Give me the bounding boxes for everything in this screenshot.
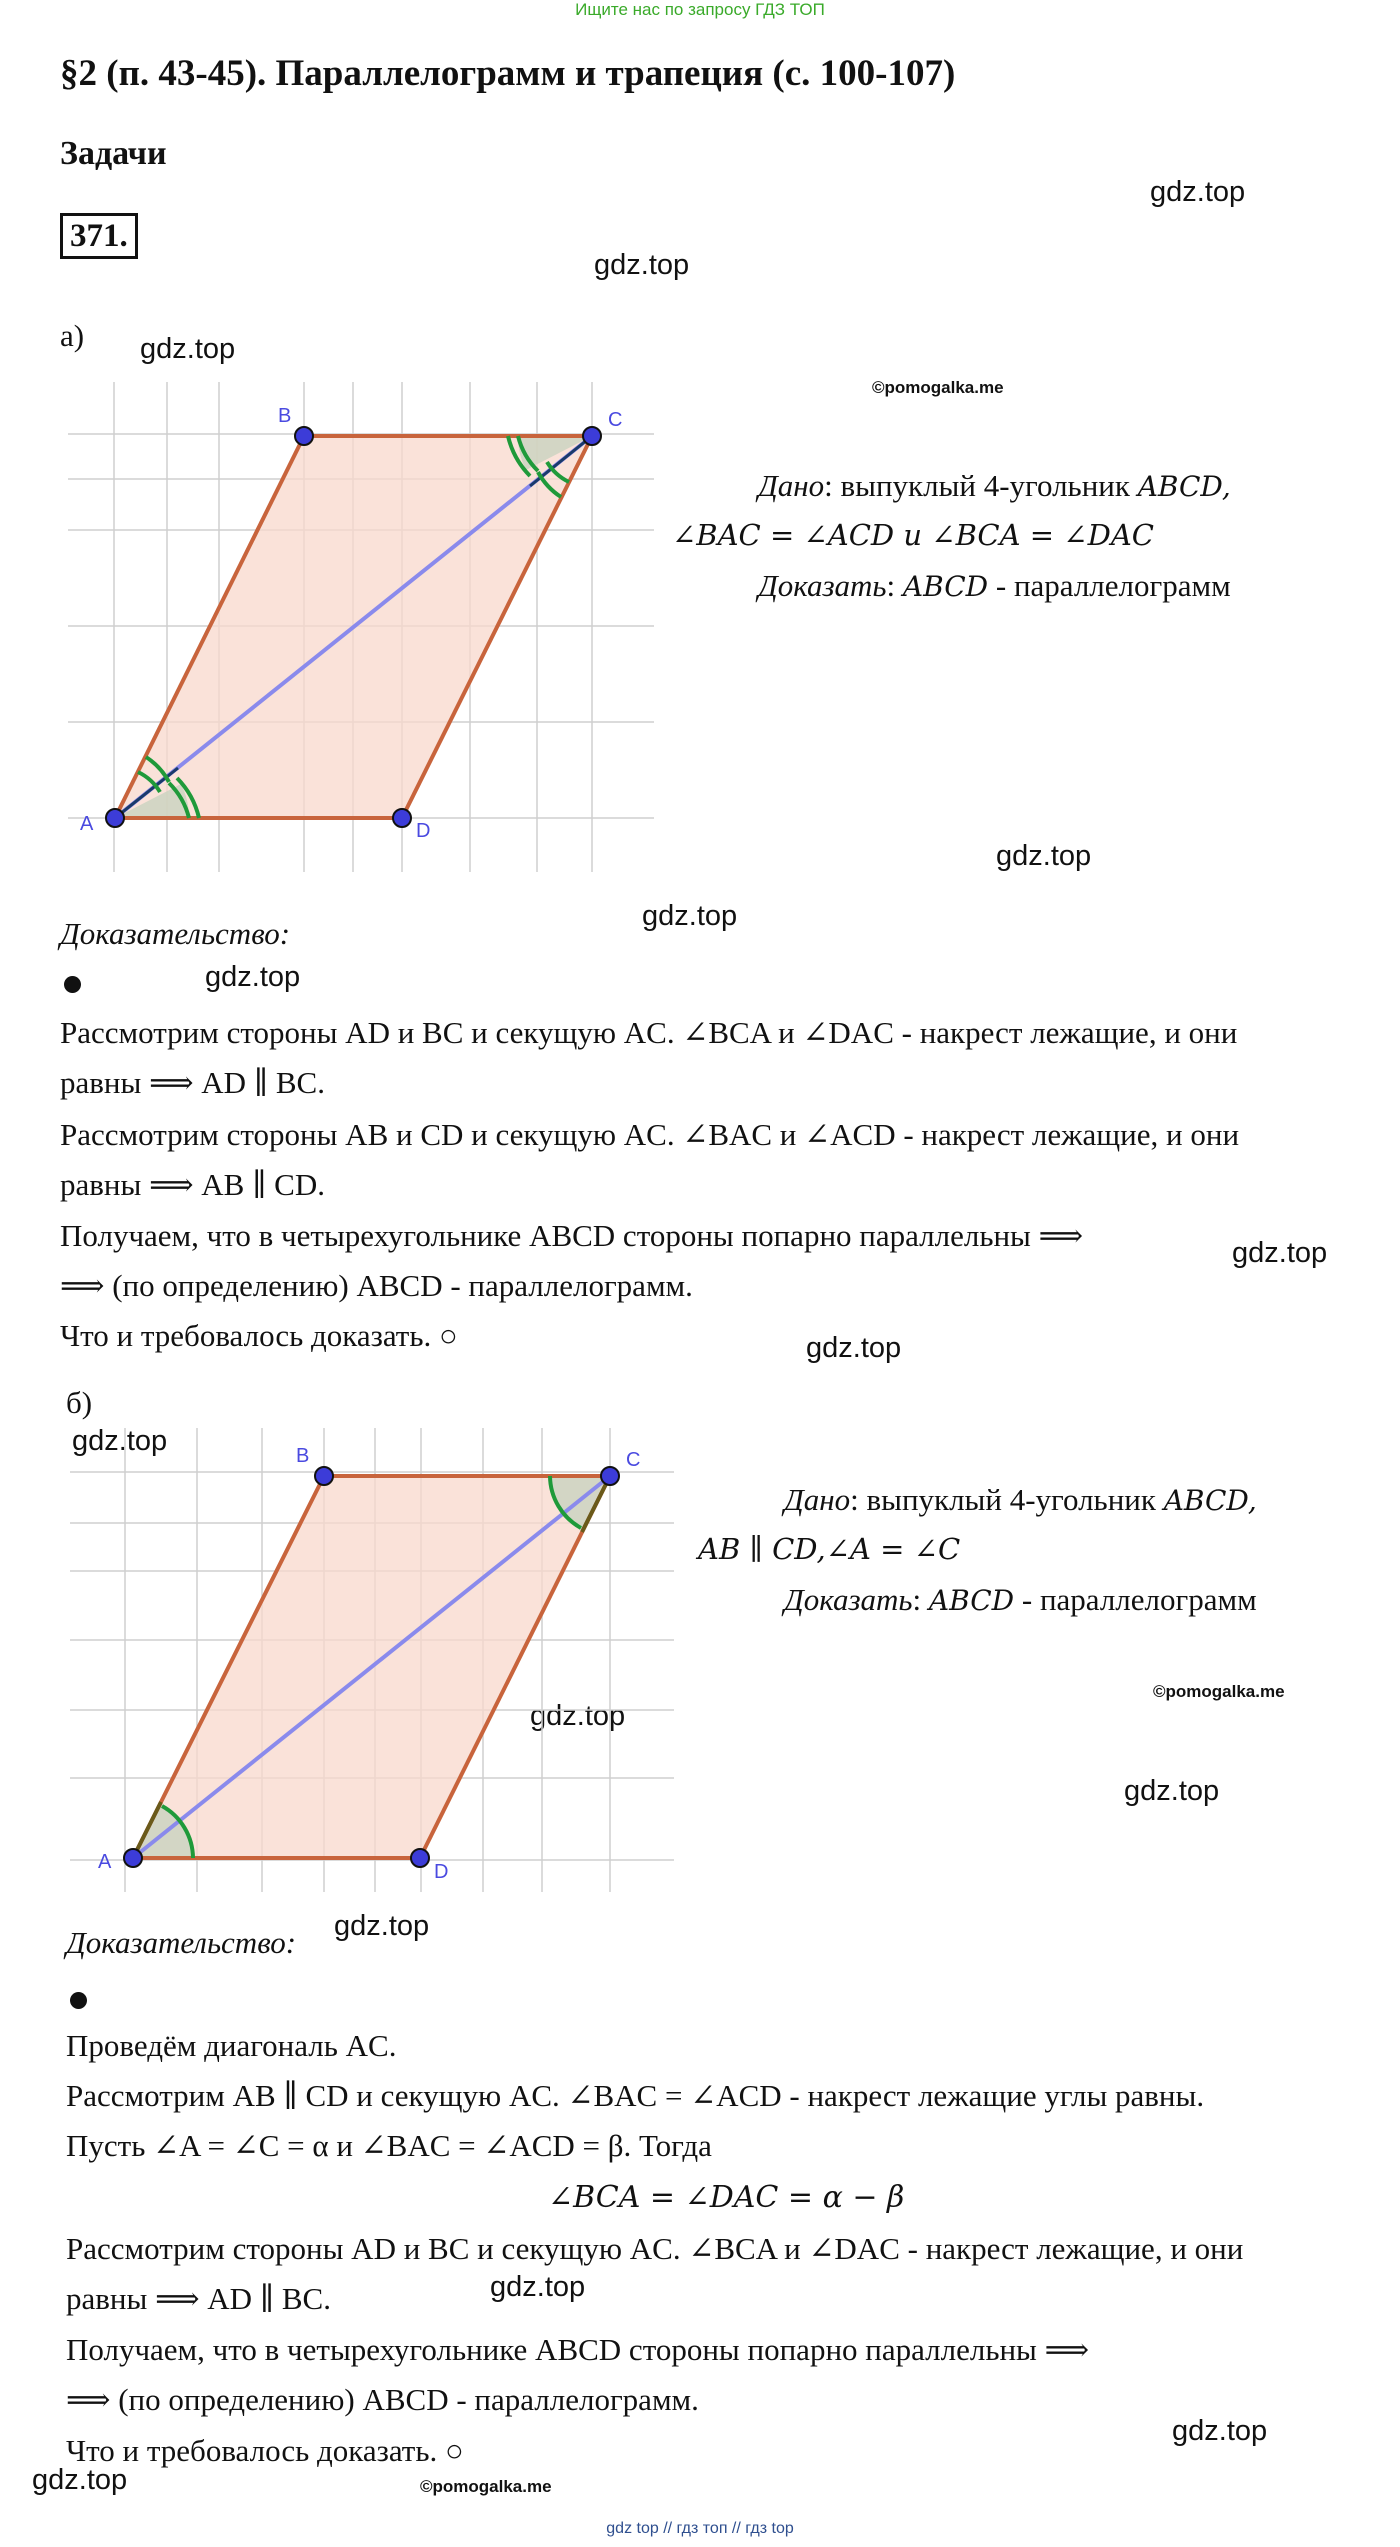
site-watermark: ©pomogalka.me (1153, 1682, 1285, 1701)
watermark: gdz.top (1232, 1237, 1328, 1269)
proof-a-line: равны ⟹ AB ∥ CD. (60, 1167, 325, 1202)
proof-a-line: ⟹ (по определению) ABCD - параллелограмм. (60, 1268, 693, 1303)
bullet (64, 976, 81, 993)
watermark: gdz.top (594, 249, 690, 281)
site-watermark: ©pomogalka.me (872, 378, 1004, 397)
proof-a-line: Что и требовалось доказать. ○ (60, 1318, 458, 1353)
site-watermark: ©pomogalka.me (420, 2477, 552, 2496)
bullet (70, 1992, 87, 2009)
prove-a: Доказать: ABCD - параллелограмм (758, 568, 1231, 603)
part-b-label: б) (66, 1385, 93, 1420)
figure-a (68, 382, 654, 872)
given-b: Дано: выпуклый 4-угольник ABCD, (784, 1482, 1257, 1517)
top-banner[interactable]: Ищите нас по запросу ГДЗ ТОП (575, 0, 825, 19)
proof-b-line: Пусть ∠A = ∠C = α и ∠BAC = ∠ACD = β. Тогда (66, 2128, 712, 2163)
label-a: A (98, 1851, 112, 1873)
subheading: Задачи (60, 135, 167, 172)
watermark: gdz.top (1172, 2415, 1268, 2447)
watermark: gdz.top (490, 2271, 586, 2303)
proof-b-formula: ∠BCA = ∠DAC = α − β (548, 2180, 905, 2215)
watermark: gdz.top (806, 1332, 902, 1364)
problem-number: 371. (60, 213, 138, 259)
proof-label-b: Доказательство: (66, 1925, 297, 1960)
vertex-d (411, 1849, 429, 1867)
vertex-c (601, 1467, 619, 1485)
watermark: gdz.top (530, 1700, 626, 1732)
proof-a-line: равны ⟹ AD ∥ BC. (60, 1065, 325, 1100)
proof-b-line: Проведём диагональ AC. (66, 2028, 397, 2063)
proof-b-line: Рассмотрим стороны AD и BC и секущую AC. ∠BCA и ∠DAC - накрест лежащие, и они (66, 2231, 1244, 2266)
vertex-a (124, 1849, 142, 1867)
vertex-b (315, 1467, 333, 1485)
watermark: gdz.top (32, 2464, 128, 2496)
vertex-b (295, 427, 313, 445)
label-c: C (626, 1449, 641, 1471)
given-a-line2: ∠BAC = ∠ACD и ∠BCA = ∠DAC (672, 518, 1154, 552)
proof-a-line: Рассмотрим стороны AB и CD и секущую AC. ∠BAC и ∠ACD - накрест лежащие, и они (60, 1117, 1240, 1152)
label-b: B (296, 1445, 310, 1467)
proof-b-line: равны ⟹ AD ∥ BC. (66, 2281, 331, 2316)
proof-b-line: Рассмотрим AB ∥ CD и секущую AC. ∠BAC = ∠ACD - накрест лежащие углы равны. (66, 2078, 1205, 2113)
proof-a-line: Получаем, что в четырехугольнике ABCD стороны попарно параллельны ⟹ (60, 1218, 1084, 1253)
proof-b-line: ⟹ (по определению) ABCD - параллелограмм. (66, 2382, 699, 2417)
label-c: C (608, 409, 623, 431)
watermark: gdz.top (140, 333, 236, 365)
proof-a-line: Рассмотрим стороны AD и BC и секущую AC. ∠BCA и ∠DAC - накрест лежащие, и они (60, 1015, 1238, 1050)
vertex-a (106, 809, 124, 827)
footer-links[interactable]: gdz top // гдз топ // гдз top (606, 2520, 794, 2537)
label-a: A (80, 813, 94, 835)
watermark: gdz.top (1124, 1775, 1220, 1807)
watermark: gdz.top (996, 840, 1092, 872)
label-d: D (416, 820, 431, 842)
watermark: gdz.top (1150, 176, 1246, 208)
proof-b-line: Что и требовалось доказать. ○ (66, 2433, 464, 2468)
proof-label-a: Доказательство: (60, 916, 291, 951)
label-b: B (278, 405, 292, 427)
vertex-c (583, 427, 601, 445)
figure-b (70, 1428, 674, 1892)
part-a-label: а) (60, 318, 85, 353)
watermark: gdz.top (205, 961, 301, 993)
watermark: gdz.top (334, 1910, 430, 1942)
watermark: gdz.top (642, 900, 738, 932)
watermark: gdz.top (72, 1425, 168, 1457)
proof-b-line: Получаем, что в четырехугольнике ABCD стороны попарно параллельны ⟹ (66, 2332, 1090, 2367)
label-d: D (434, 1861, 449, 1883)
given-a: Дано: выпуклый 4-угольник ABCD, (758, 468, 1231, 503)
given-b-line2: AB ∥ CD,∠A = ∠C (698, 1532, 961, 1566)
section-heading: §2 (п. 43-45). Параллелограмм и трапеция (с. 100-107) (60, 53, 956, 94)
prove-b: Доказать: ABCD - параллелограмм (784, 1582, 1257, 1617)
vertex-d (393, 809, 411, 827)
